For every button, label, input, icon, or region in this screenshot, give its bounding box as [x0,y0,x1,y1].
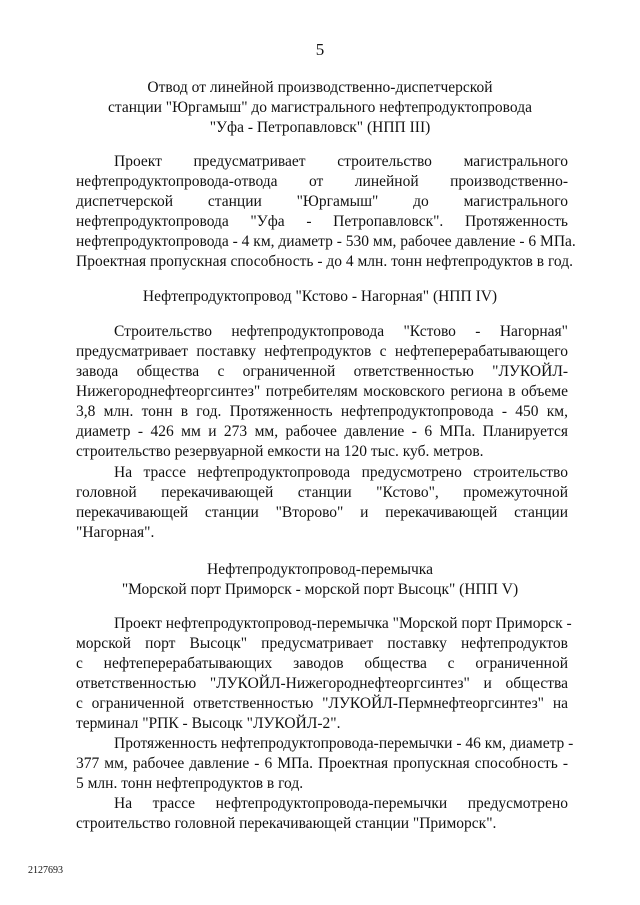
text-line: ответственностью "ЛУКОЙЛ-Нижегороднефтеоргсинтез" и общества [76,675,568,692]
paragraph [76,463,568,543]
document-id: 2127693 [28,865,63,876]
text-line: строительство резервуарной емкости на 120 тыс. куб. метров. [76,443,484,460]
text-line: строительство головной перекачивающей станции "Приморск". [76,815,497,832]
text-line: головной перекачивающей станции "Кстово", промежуточной [76,484,568,501]
page-number: 5 [315,40,325,59]
text-line: предусматривает поставку нефтепродуктов с нефтеперерабатывающего [76,343,568,360]
text-line: 5 млн. тонн нефтепродуктов в год. [76,775,304,792]
heading-line: Отвод от линейной производственно-диспетчерской [147,79,493,96]
text-line: 377 мм, рабочее давление - 6 МПа. Проектная пропускная способность - [76,755,568,772]
heading-line: станции "Юргамыш" до магистрального нефтепродуктопровода [108,99,532,116]
paragraph [76,322,568,462]
text-line: Протяженность нефтепродуктопровода-перемычки - 46 км, диаметр - [114,735,574,752]
paragraph [76,152,576,272]
text-line: 3,8 млн. тонн в год. Протяженность нефтепродуктопровода - 450 км, [76,403,568,420]
text-line: диспетчерской станции "Юргамыш" до магистрального [76,193,568,210]
section-heading-npp-5 [0,560,640,600]
text-line: Строительство нефтепродуктопровода "Кстово - Нагорная" [114,323,568,340]
text-line: нефтепродуктопровода-отвода от линейной производственно- [76,173,568,190]
text-line: На трассе нефтепродуктопровода предусмотрено строительство [114,464,568,481]
section-heading-npp-3 [0,78,640,138]
heading-line: "Морской порт Приморск - морской порт Высоцк" (НПП V) [121,581,519,598]
heading-line: "Уфа - Петропавловск" (НПП III) [209,119,431,136]
text-line: нефтепродуктопровода - 4 км, диаметр - 530 мм, рабочее давление - 6 МПа. [76,233,576,250]
text-line: диаметр - 426 мм и 273 мм, рабочее давление - 6 МПа. Планируется [76,423,568,440]
text-line: Проект нефтепродуктопровод-перемычка "Морской порт Приморск - [114,615,572,632]
text-line: Проектная пропускная способность - до 4 млн. тонн нефтепродуктов в год. [76,253,573,270]
text-line: На трассе нефтепродуктопровода-перемычки предусмотрено [114,795,568,812]
text-line: "Нагорная". [76,524,155,541]
text-line: завода общества с ограниченной ответственностью "ЛУКОЙЛ- [76,363,568,380]
paragraph [76,614,572,734]
text-line: терминал "РПК - Высоцк "ЛУКОЙЛ-2". [76,715,341,732]
text-line: с нефтеперерабатывающих заводов общества с ограниченной [76,655,568,672]
heading-line: Нефтепродуктопровод-перемычка [207,561,433,578]
paragraph [76,734,574,794]
text-line: с ограниченной ответственностью "ЛУКОЙЛ-Пермнефтеоргсинтез" на [76,695,568,712]
text-line: морской порт Высоцк" предусматривает поставку нефтепродуктов [76,635,568,652]
paragraph [76,794,568,834]
text-line: нефтепродуктопровода "Уфа - Петропавловск". Протяженность [76,213,568,230]
text-line: перекачивающей станции "Второво" и перекачивающей станции [76,504,568,521]
heading-line: Нефтепродуктопровод "Кстово - Нагорная" (НПП IV) [142,288,498,305]
text-line: Проект предусматривает строительство магистрального [114,153,568,170]
section-heading-npp-4 [0,287,640,307]
text-line: Нижегороднефтеоргсинтез" потребителям московского региона в объеме [76,383,568,400]
